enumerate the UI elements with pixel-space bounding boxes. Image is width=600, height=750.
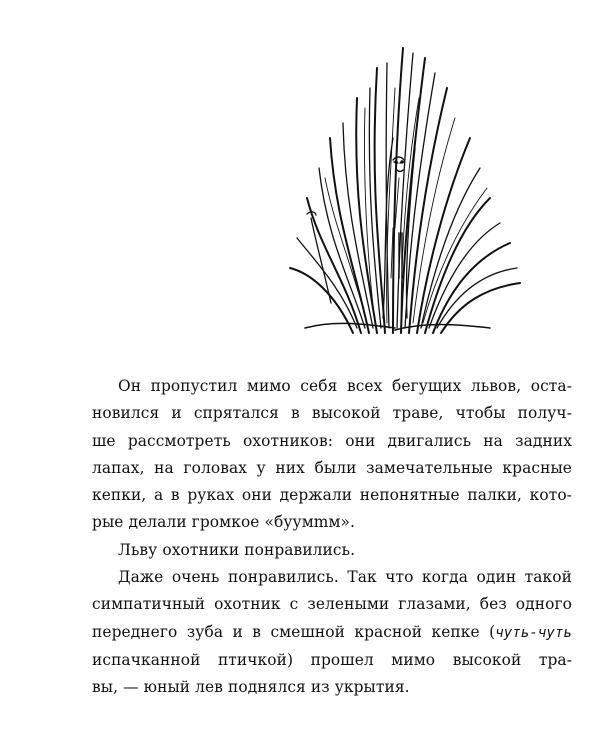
paragraph-1-line-3: ше рассмотреть охотников: они двигались на задних: [92, 431, 572, 450]
paragraph-1-line-4: лапах, на головах у них были замечательные красные: [92, 458, 572, 477]
grass-illustration: [275, 28, 535, 358]
paragraph-3-line-2: симпатичный охотник с зелеными глазами, без одного: [92, 595, 572, 614]
paragraph-2-line-1: Льву охотники понравились.: [118, 540, 356, 559]
lion-hiding-in-tall-grass-icon: [275, 28, 535, 358]
paragraph-1-line-2: новился и спрятался в высокой траве, чтобы получ-: [92, 404, 572, 423]
story-text: [92, 373, 572, 702]
paragraph-3-line-5: вы, — юный лев поднялся из укрытия.: [92, 678, 410, 697]
paragraph-3-line-1: Даже очень понравились. Так что когда один такой: [118, 568, 572, 587]
handwritten-chut-chut: чуть-чуть: [495, 624, 572, 641]
paragraph-1-line-6: рые делали громкое «буумmм».: [92, 513, 356, 532]
paragraph-1-line-1: Он пропустил мимо себя всех бегущих львов, оста-: [118, 377, 572, 395]
paragraph-3-line-4: испачканной птичкой) прошел мимо высокой тра-: [92, 650, 572, 669]
paragraph-1-line-5: кепки, а в руках они держали непонятные палки, кото-: [92, 486, 572, 505]
paragraph-3-line-3-text: переднего зуба и в смешной красной кепке (: [92, 622, 496, 641]
paragraph-3-line-3: [92, 619, 572, 647]
